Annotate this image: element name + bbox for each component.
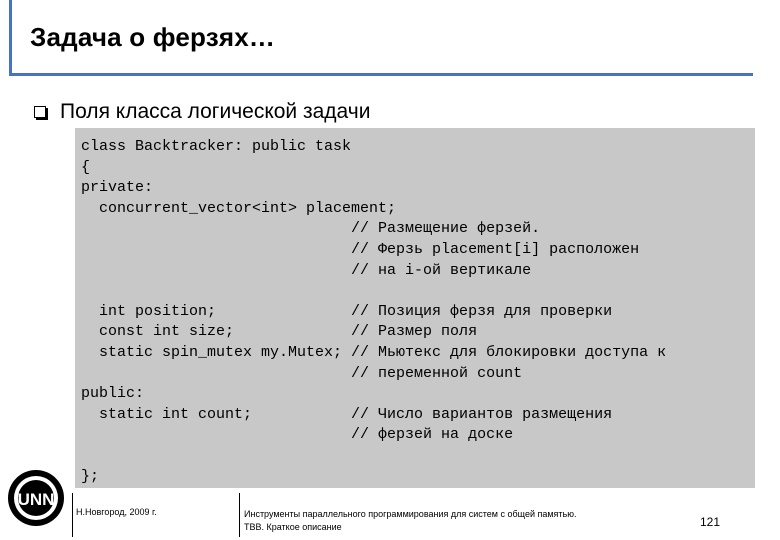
code-line: concurrent_vector<int> placement; bbox=[81, 199, 397, 217]
title-bar bbox=[9, 0, 753, 76]
code-block bbox=[75, 128, 755, 488]
code-line: // на i-ой вертикале bbox=[81, 261, 532, 279]
code-line: }; bbox=[81, 467, 100, 485]
logo-text: UNN bbox=[17, 490, 55, 509]
code-line: class Backtracker: public task bbox=[81, 138, 352, 155]
square-bullet-icon bbox=[34, 106, 46, 118]
code-line: // Размещение ферзей. bbox=[81, 220, 541, 238]
code-line: // переменной count bbox=[81, 364, 523, 382]
code-line bbox=[81, 281, 755, 302]
code-line: private: bbox=[81, 179, 154, 197]
bullet-item bbox=[34, 100, 370, 124]
footer-course-line2: ТВВ. Краткое описание bbox=[244, 522, 342, 532]
footer bbox=[0, 465, 780, 540]
footer-course-line1: Инструменты параллельного программирования для систем с общей памятью. bbox=[244, 509, 577, 519]
university-logo-icon bbox=[6, 468, 66, 528]
footer-divider bbox=[72, 493, 73, 537]
code-line: static int count; // Число вариантов размещения bbox=[81, 405, 613, 423]
code-listing bbox=[75, 128, 755, 487]
code-line: // ферзей на доске bbox=[81, 426, 514, 444]
code-line bbox=[81, 446, 755, 467]
page-number: 121 bbox=[700, 515, 721, 529]
footer-divider bbox=[239, 493, 240, 537]
code-line: static spin_mutex my.Mutex; // Мьютекс для блокировки доступа к bbox=[81, 343, 667, 361]
code-line: const int size; // Размер поля bbox=[81, 323, 478, 341]
code-line: // Ферзь placement[i] расположен bbox=[81, 240, 640, 258]
code-line: int position; // Позиция ферзя для проверки bbox=[81, 302, 613, 320]
slide-title: Задача о ферзях… bbox=[30, 22, 276, 52]
code-line: { bbox=[81, 158, 91, 176]
footer-location-date: Н.Новгород, 2009 г. bbox=[76, 507, 157, 517]
code-line: public: bbox=[81, 385, 145, 403]
bullet-text: Поля класса логической задачи bbox=[60, 100, 371, 123]
